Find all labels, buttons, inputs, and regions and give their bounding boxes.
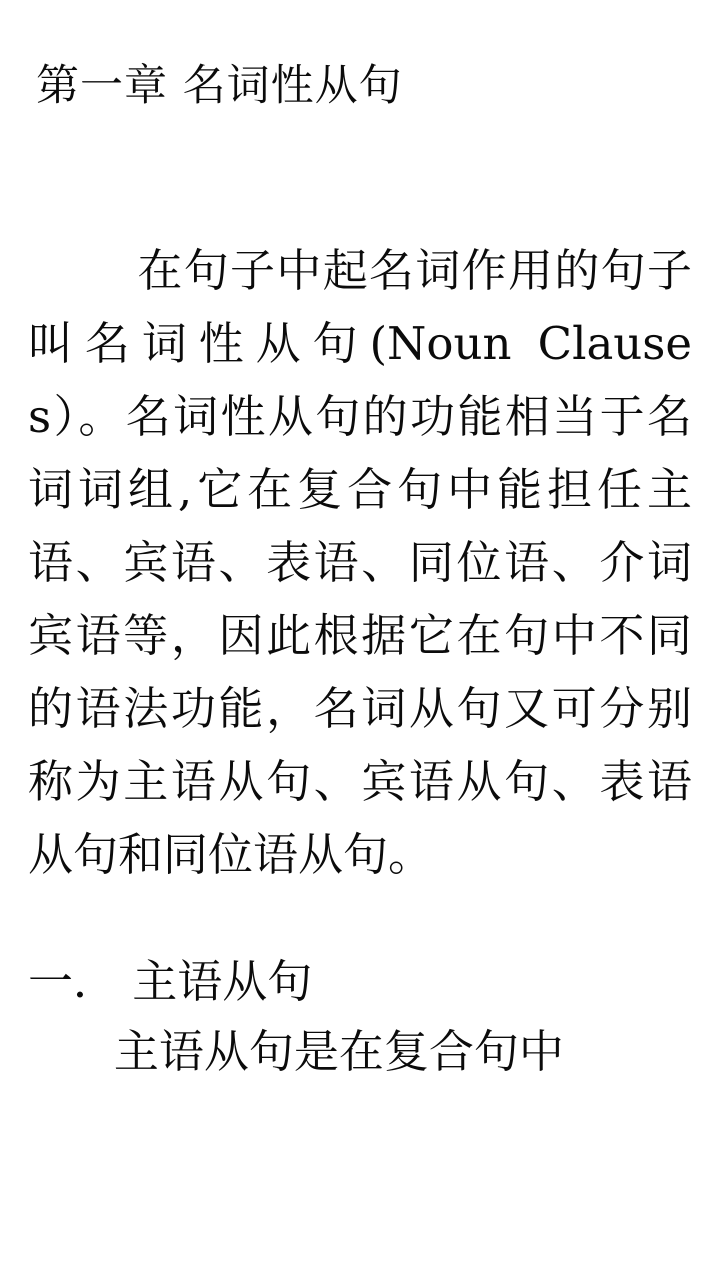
title-spacer — [28, 114, 692, 234]
paragraph-spacer — [28, 891, 692, 947]
intro-paragraph: 在句子中起名词作用的句子叫名词性从句(Noun Clauses）。名词性从句的功能相当于名词词组,它在复合句中能担任主语、宾语、表语、同位语、介词宾语等，因此根据它在句中不同的语法功能，名词从句又可分别称为主语从句、宾语从句、表语从句和同位语从句。 — [28, 243, 692, 881]
section-body-text: 主语从句是在复合句中 — [28, 1024, 564, 1078]
page-title: 第一章 名词性从句 — [36, 61, 403, 111]
section-heading: 一． 主语从句 — [28, 954, 313, 1008]
